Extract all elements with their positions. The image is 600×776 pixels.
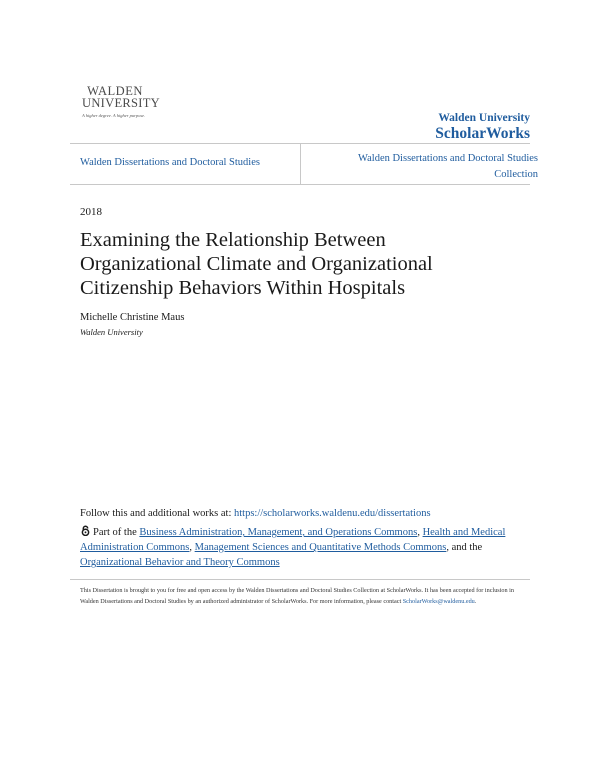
access-notice [80,585,525,607]
vertical-divider [300,144,301,184]
walden-logo [82,86,162,118]
commons-link-business[interactable]: Business Administration, Management, and Operations Commons [139,527,418,538]
brand-line-2: ScholarWorks [435,125,530,142]
scholarworks-brand[interactable] [435,111,530,143]
contact-email-link[interactable]: ScholarWorks@waldenu.edu [402,598,475,605]
collection-link-left[interactable]: Walden Dissertations and Doctoral Studies [80,157,260,168]
collection-divider [70,184,530,185]
publication-year: 2018 [80,206,102,218]
open-access-icon [80,525,91,536]
follow-line [80,508,431,519]
dissertations-url-link[interactable]: https://scholarworks.waldenu.edu/dissertations [234,508,431,519]
notice-divider [70,579,530,580]
author-affiliation: Walden University [80,327,143,337]
commons-link-health[interactable]: Health and Medical Administration Commons [80,527,506,553]
commons-link-management-sciences[interactable]: Management Sciences and Quantitative Methods Commons [194,542,447,553]
notice-text: This Dissertation is brought to you for free and open access by the Walden Dissertations and Doctoral Studies Collection at ScholarWorks. It has been accepted for inclusion in Walden Dissertations and Doctoral Studies by an authorized administrator of ScholarWorks. For more information, please contact [80,587,514,605]
author-name: Michelle Christine Maus [80,312,185,323]
logo-line-1: WALDEN [87,84,143,98]
document-title: Examining the Relationship Between Organizational Climate and Organizational Citizenship Behaviors Within Hospitals [80,229,433,299]
follow-prefix: Follow this and additional works at: [80,508,232,519]
commons-link-organizational-behavior[interactable]: Organizational Behavior and Theory Commons [80,557,280,568]
collection-link-right[interactable]: Walden Dissertations and Doctoral Studies Collection [358,153,538,180]
logo-line-2: UNIVERSITY [82,96,160,110]
and-the-text: and the [451,542,483,553]
notice-end: . [474,598,477,605]
brand-line-1: Walden University [438,112,530,124]
logo-tagline: A higher degree. A higher purpose. [82,113,146,118]
part-of-prefix: Part of the [93,527,137,538]
part-of-section: Part of the Business Administration, Management, and Operations Commons, Health and Medical Administration Commons, Management Sciences and Quantitative Methods Commons, and the Organizational Behavior and Theory Commons [80,527,506,568]
